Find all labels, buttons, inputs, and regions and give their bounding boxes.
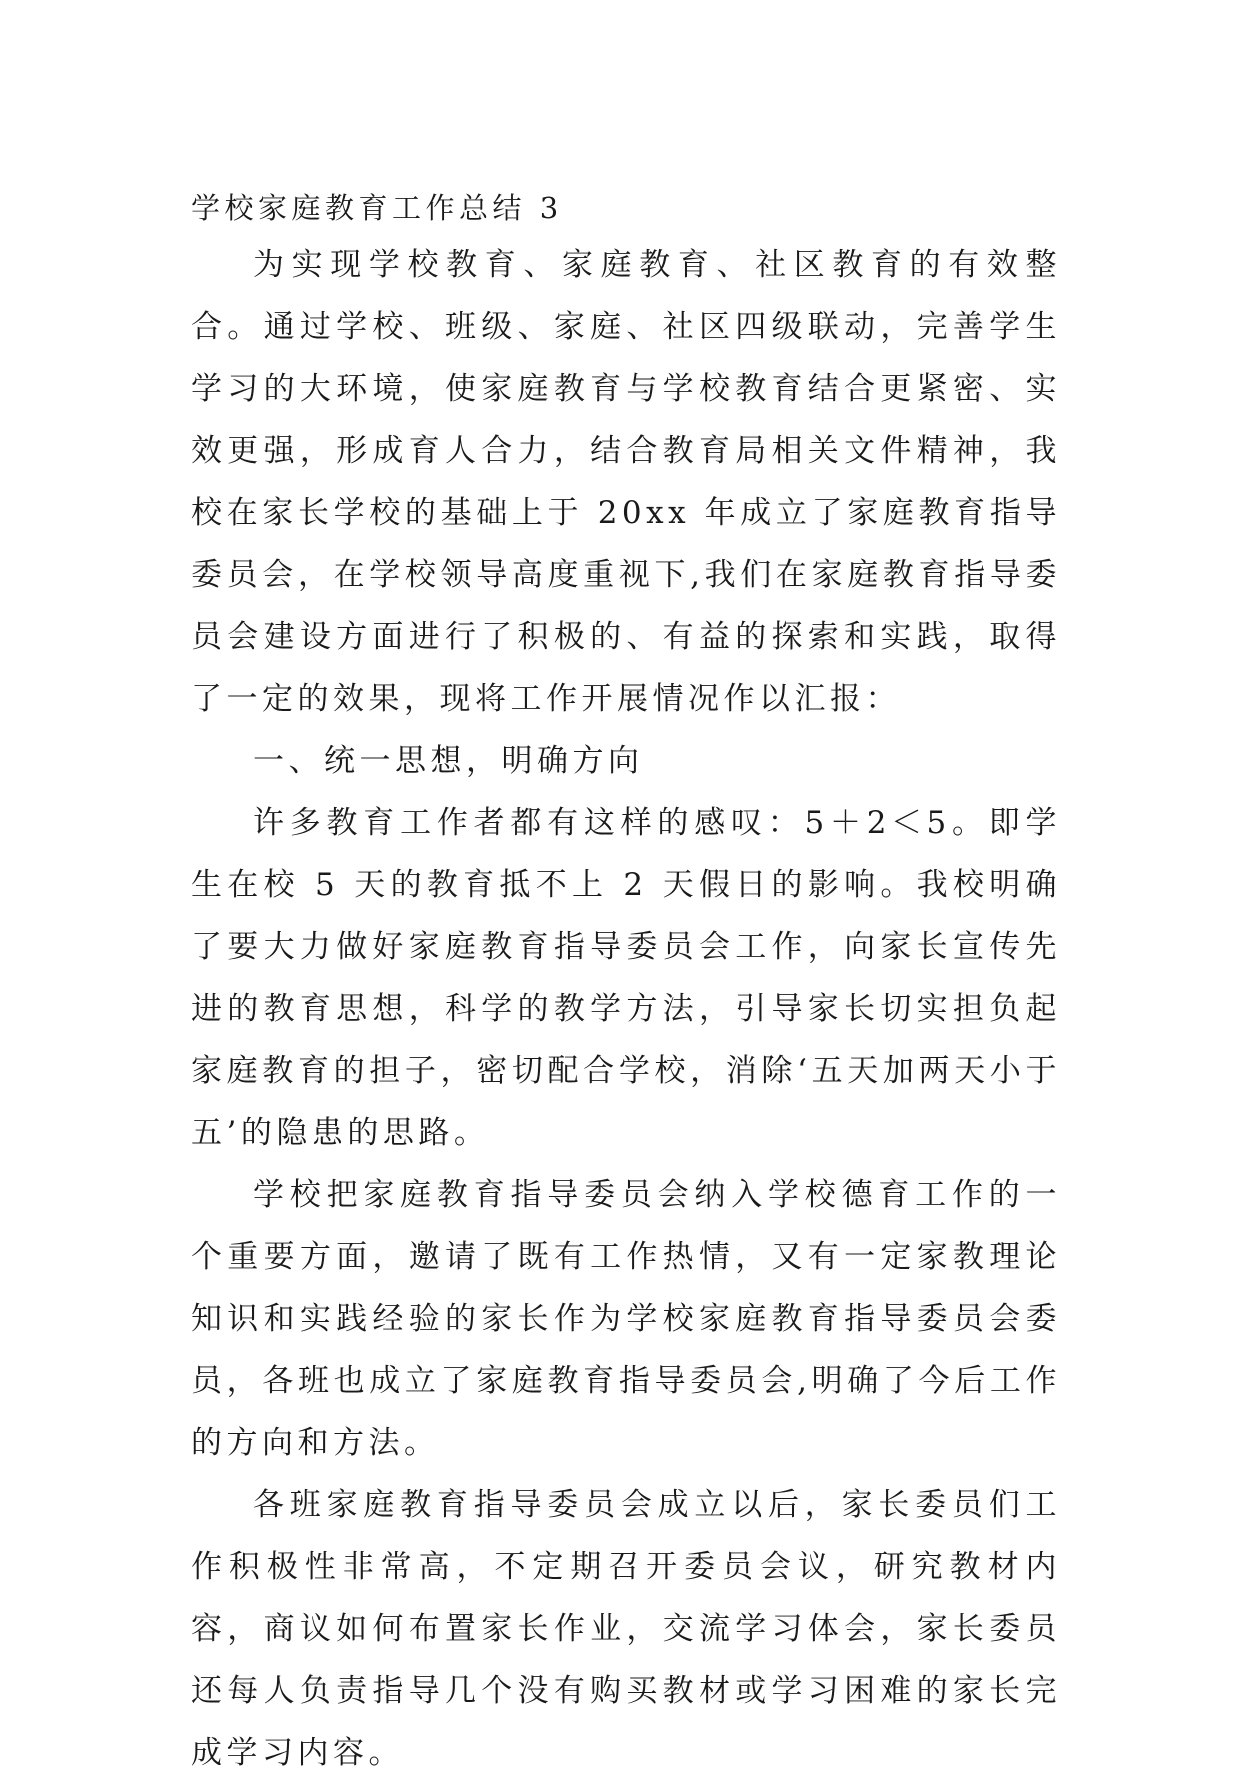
section1-paragraph-1: 许多教育工作者都有这样的感叹：5＋2＜5。即学生在校 5 天的教育抵不上 2 天假日的影响。我校明确了要大力做好家庭教育指导委员会工作，向家长宣传先进的教育思想，科学的教学方法，引导家长切实担负起家庭教育的担子，密切配合学校，消除‘五天加两天小于五’的隐患的思路。	[191, 805, 1061, 1151]
intro-paragraph: 为实现学校教育、家庭教育、社区教育的有效整合。通过学校、班级、家庭、社区四级联动，完善学生学习的大环境，使家庭教育与学校教育结合更紧密、实效更强，形成育人合力，结合教育局相关文件精神，我校在家长学校的基础上于 20xx 年成立了家庭教育指导委员会，在学校领导高度重视下,我们在家庭教育指导委员会建设方面进行了积极的、有益的探索和实践，取得了一定的效果，现将工作开展情况作以汇报：	[191, 247, 1061, 717]
section-heading-1: 一、统一思想，明确方向	[253, 743, 644, 779]
document-body	[191, 188, 1061, 1784]
document-title: 学校家庭教育工作总结 3	[191, 191, 563, 225]
section1-paragraph-3: 各班家庭教育指导委员会成立以后，家长委员们工作积极性非常高，不定期召开委员会议，研究教材内容，商议如何布置家长作业，交流学习体会，家长委员还每人负责指导几个没有购买教材或学习困难的家长完成学习内容。	[191, 1487, 1061, 1771]
section1-paragraph-2: 学校把家庭教育指导委员会纳入学校德育工作的一个重要方面，邀请了既有工作热情，又有一定家教理论知识和实践经验的家长作为学校家庭教育指导委员会委员，各班也成立了家庭教育指导委员会,明确了今后工作的方向和方法。	[191, 1177, 1061, 1461]
